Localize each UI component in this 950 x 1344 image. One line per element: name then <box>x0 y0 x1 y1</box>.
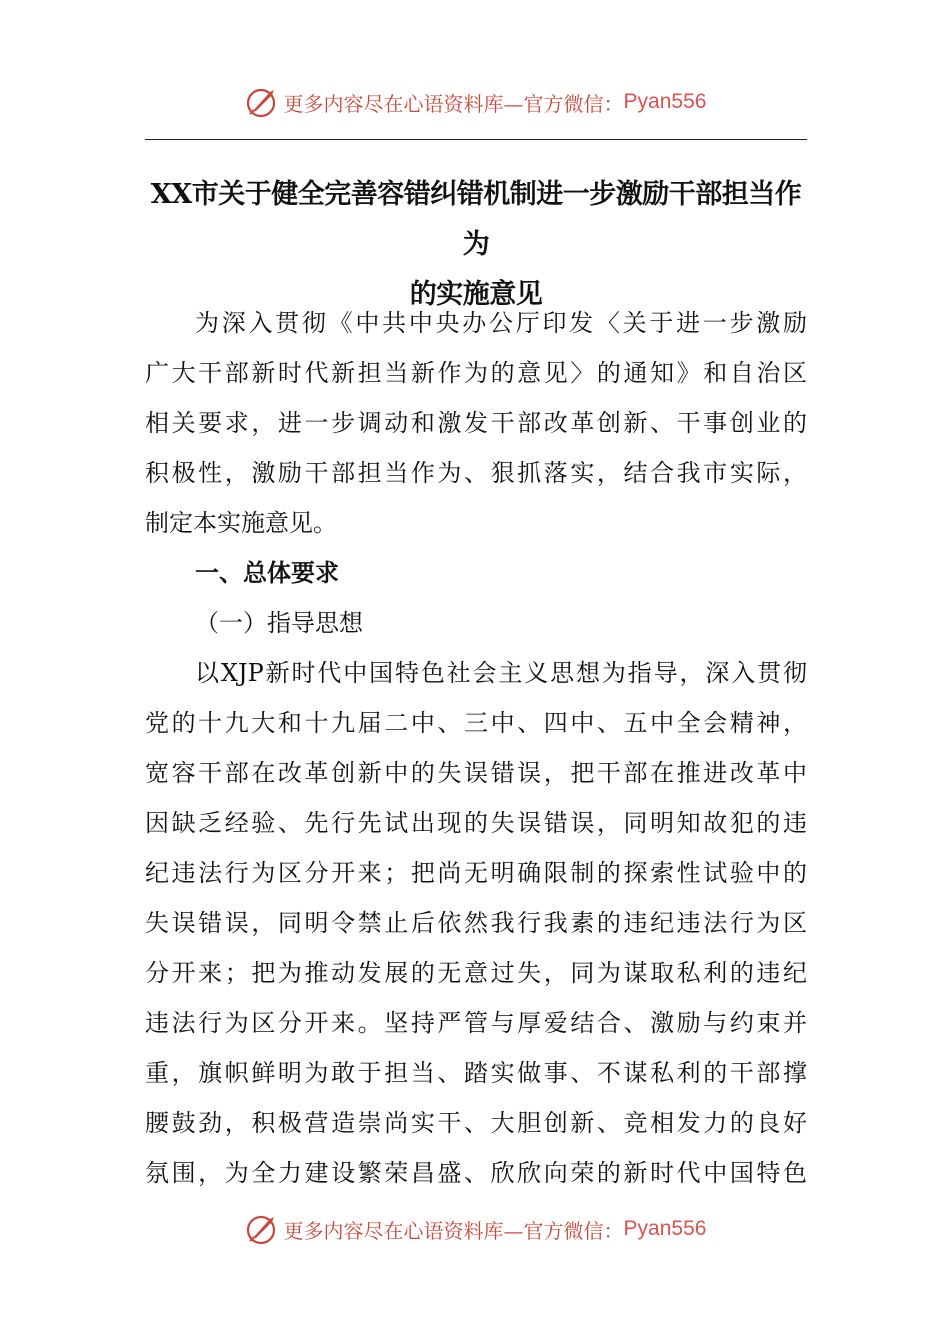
watermark-text: 更多内容尽在心语资料库—官方微信： <box>283 91 624 116</box>
title-line-2: 的实施意见 <box>409 279 543 310</box>
paragraph-line: 广大干部新时代新担当新作为的意见〉的通知》和自治区 <box>145 359 807 387</box>
watermark-wechat-id: Pyan556 <box>623 1217 707 1240</box>
paragraph-line: 以XJP新时代中国特色社会主义思想为指导，深入贯彻 <box>195 659 807 687</box>
paragraph-line: 违法行为区分开来。坚持严管与厚爱结合、激励与约束并 <box>145 1009 807 1037</box>
header-divider <box>145 139 807 140</box>
paragraph-line: 氛围，为全力建设繁荣昌盛、欣欣向荣的新时代中国特色 <box>145 1159 807 1187</box>
paragraph-line: 重，旗帜鲜明为敢于担当、踏实做事、不谋私利的干部撑 <box>145 1059 807 1087</box>
paragraph-line: 腰鼓劲，积极营造崇尚实干、大胆创新、竞相发力的良好 <box>145 1109 807 1137</box>
paragraph-line: 失误错误，同明令禁止后依然我行我素的违纪违法行为区 <box>145 909 807 937</box>
header-watermark <box>0 84 950 120</box>
paragraph-line: 为深入贯彻《中共中央办公厅印发〈关于进一步激励 <box>195 309 807 337</box>
subsection-heading: （一）指导思想 <box>195 609 363 637</box>
paragraph-line: 因缺乏经验、先行先试出现的失误错误，同明知故犯的违 <box>145 809 807 837</box>
footer-watermark <box>0 1211 950 1247</box>
paragraph-line: 积极性，激励干部担当作为、狠抓落实，结合我市实际， <box>145 459 807 487</box>
paragraph-line: 相关要求，进一步调动和激发干部改革创新、干事创业的 <box>145 409 807 437</box>
section-heading: 一、总体要求 <box>195 559 339 587</box>
document-body <box>145 298 807 1198</box>
paragraph-line: 宽容干部在改革创新中的失误错误，把干部在推进改革中 <box>145 759 807 787</box>
watermark-text: 更多内容尽在心语资料库—官方微信： <box>283 1218 624 1243</box>
paragraph-line: 分开来；把为推动发展的无意过失，同为谋取私利的违纪 <box>145 959 807 987</box>
paragraph-line: 党的十九大和十九届二中、三中、四中、五中全会精神， <box>145 709 807 737</box>
paragraph-line: 纪违法行为区分开来；把尚无明确限制的探索性试验中的 <box>145 859 807 887</box>
title-line-1: XX市关于健全完善容错纠错机制进一步激励干部担当作为 <box>150 179 802 260</box>
quill-pen-icon <box>244 84 280 120</box>
paragraph-line: 制定本实施意见。 <box>145 509 337 537</box>
quill-pen-icon <box>244 1211 280 1247</box>
watermark-wechat-id: Pyan556 <box>623 90 707 113</box>
